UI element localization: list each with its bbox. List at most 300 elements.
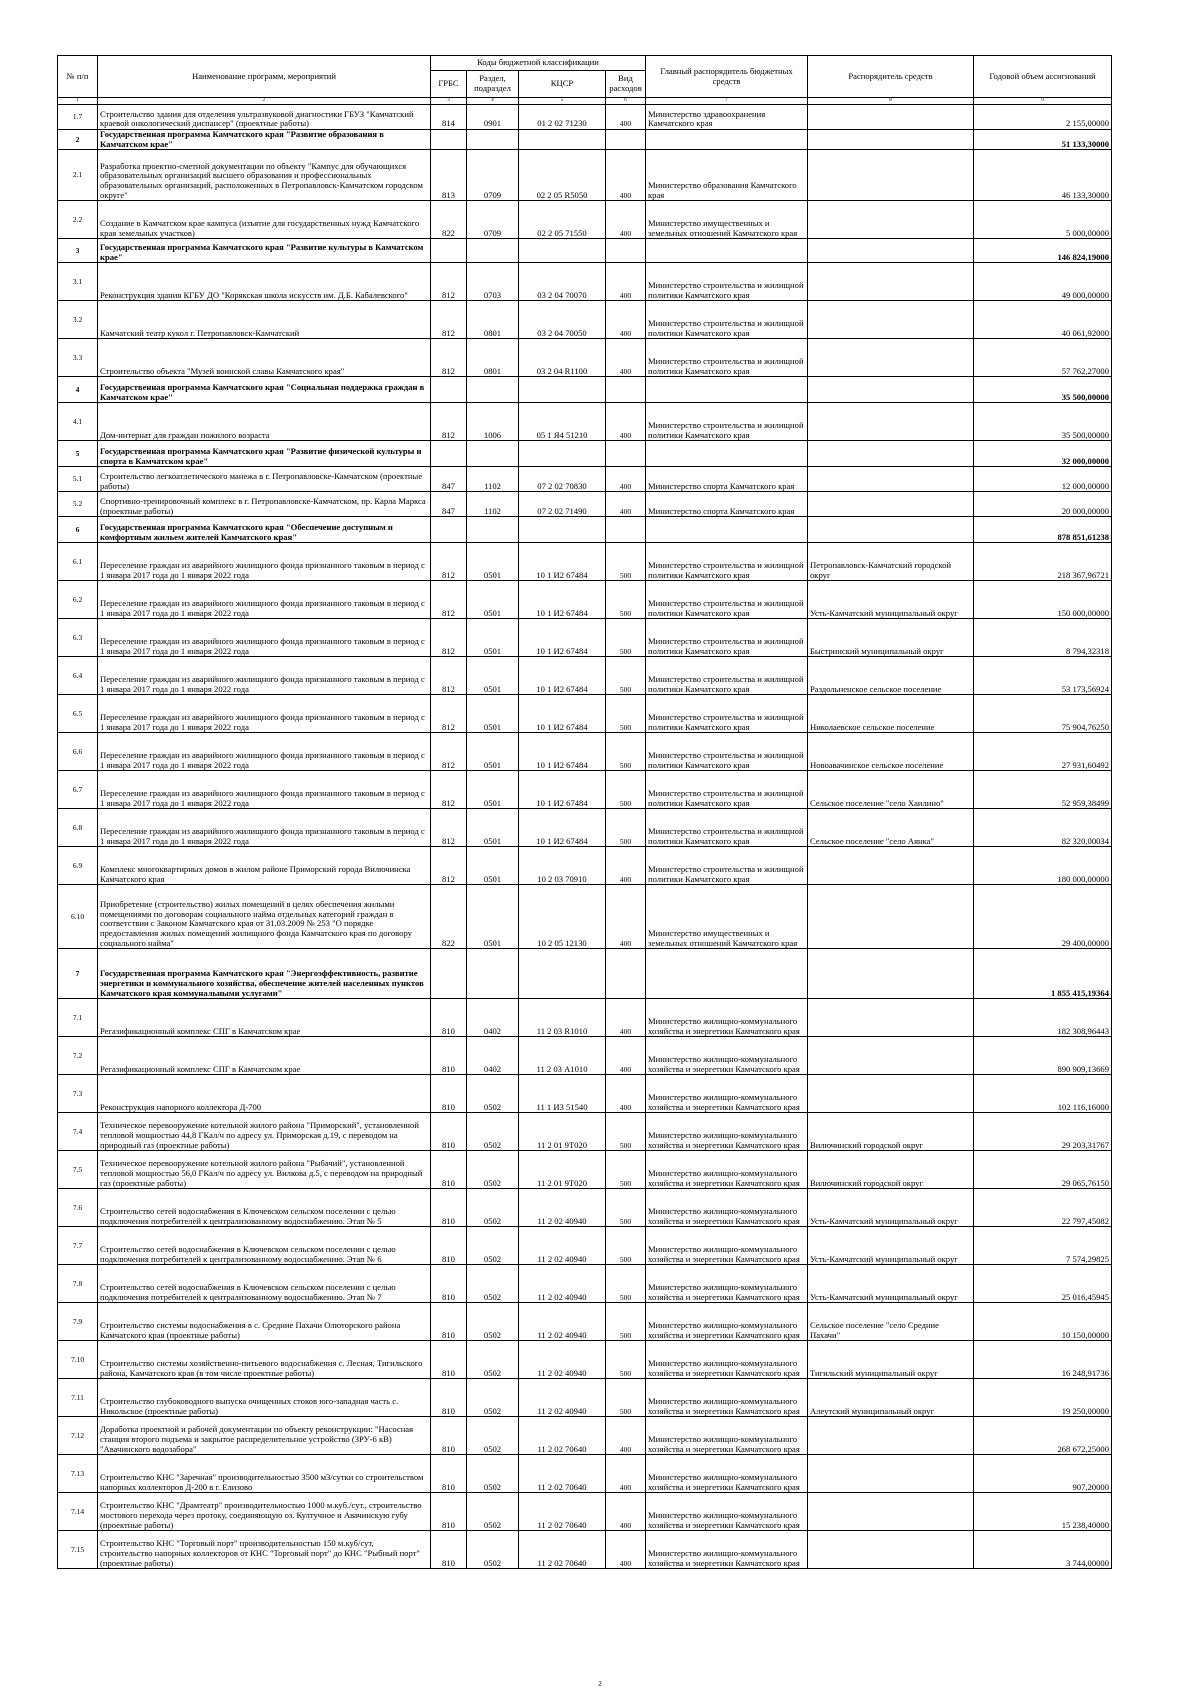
measure-name: Дом-интернат для граждан пожилого возраста: [98, 403, 431, 441]
manager-cell: Усть-Камчатский муниципальный округ: [808, 581, 974, 619]
measure-name: Переселение граждан из аварийного жилищного фонда признанного таковым в период с 1 январа 2017 года до 1 января 2022 года: [98, 809, 431, 847]
column-number: 3: [431, 98, 467, 105]
razdel-cell: 0501: [467, 771, 519, 809]
volume-cell: 53 173,56924: [974, 657, 1112, 695]
table-row: [58, 492, 1112, 517]
volume-cell: 35 500,00000: [974, 403, 1112, 441]
measure-name: Спортивно-тренировочный комплекс в г. Петропавловске-Камчатском, пр. Карла Маркса (проектные работы): [98, 492, 431, 517]
kcsr-cell: 11 1 И3 51540: [519, 1075, 606, 1113]
main-manager-cell: [646, 130, 808, 150]
manager-cell: Усть-Камчатский муниципальный округ: [808, 1227, 974, 1265]
volume-cell: 180 000,00000: [974, 847, 1112, 885]
razdel-cell: 0501: [467, 733, 519, 771]
grbs-cell: 812: [431, 771, 467, 809]
vid-cell: 500: [606, 581, 646, 619]
razdel-cell: 0502: [467, 1455, 519, 1493]
program-row: [58, 239, 1112, 263]
manager-cell: [808, 1075, 974, 1113]
program-name: Государственная программа Камчатского края "Развитие образования в Камчатском крае": [98, 130, 431, 150]
row-number: 6.8: [58, 809, 98, 847]
kcsr-cell: 01 2 02 71230: [519, 105, 606, 130]
manager-cell: [808, 239, 974, 263]
razdel-cell: 0502: [467, 1379, 519, 1417]
grbs-cell: 812: [431, 847, 467, 885]
vid-cell: [606, 441, 646, 467]
vid-cell: 500: [606, 1227, 646, 1265]
manager-cell: [808, 441, 974, 467]
vid-cell: 500: [606, 1265, 646, 1303]
program-row: [58, 441, 1112, 467]
measure-name: Строительство легкоатлетического манежа в г. Петропавловске-Камчатском (проектные работы): [98, 467, 431, 492]
grbs-cell: [431, 949, 467, 999]
volume-cell: 1 855 415,19364: [974, 949, 1112, 999]
table-row: [58, 1417, 1112, 1455]
manager-cell: [808, 517, 974, 543]
row-number: 2.1: [58, 150, 98, 201]
vid-cell: [606, 377, 646, 403]
main-manager-cell: Министерство спорта Камчатского края: [646, 492, 808, 517]
volume-cell: 29 203,31767: [974, 1113, 1112, 1151]
row-number: 7.4: [58, 1113, 98, 1151]
volume-cell: 15 238,40000: [974, 1493, 1112, 1531]
volume-cell: 8 794,32318: [974, 619, 1112, 657]
volume-cell: 7 574,29825: [974, 1227, 1112, 1265]
volume-cell: 907,20000: [974, 1455, 1112, 1493]
razdel-cell: 0501: [467, 885, 519, 949]
measure-name: Создание в Камчатском крае кампуса (изъятие для государственных нужд Камчатского края земельных участков): [98, 201, 431, 239]
grbs-cell: 847: [431, 467, 467, 492]
table-row: [58, 695, 1112, 733]
razdel-cell: 0501: [467, 657, 519, 695]
manager-cell: Сельское поселение "село Аянка": [808, 809, 974, 847]
volume-cell: 35 500,00000: [974, 377, 1112, 403]
razdel-cell: 0502: [467, 1151, 519, 1189]
grbs-cell: 810: [431, 1075, 467, 1113]
column-number: 5: [519, 98, 606, 105]
main-manager-cell: Министерство жилищно-коммунального хозяйства и энергетики Камчатского края: [646, 1189, 808, 1227]
main-manager-cell: Министерство строительства и жилищной политики Камчатского края: [646, 657, 808, 695]
grbs-cell: 812: [431, 619, 467, 657]
measure-name: Строительство сетей водоснабжения в Ключевском сельском поселении с целью подключения потребителей к централизованному водоснабжению. Этап № 7: [98, 1265, 431, 1303]
manager-cell: [808, 949, 974, 999]
volume-cell: 890 909,13669: [974, 1037, 1112, 1075]
grbs-cell: [431, 517, 467, 543]
main-manager-cell: Министерство строительства и жилищной политики Камчатского края: [646, 263, 808, 301]
razdel-cell: 1006: [467, 403, 519, 441]
header-codes: Коды бюджетной классификации: [431, 56, 646, 71]
kcsr-cell: [519, 239, 606, 263]
vid-cell: 400: [606, 150, 646, 201]
razdel-cell: [467, 441, 519, 467]
header-kcsr: КЦСР: [519, 71, 606, 98]
table-row: [58, 1151, 1112, 1189]
header-name: Наименование программ, мероприятий: [98, 56, 431, 98]
main-manager-cell: Министерство строительства и жилищной политики Камчатского края: [646, 301, 808, 339]
grbs-cell: 810: [431, 1303, 467, 1341]
grbs-cell: 810: [431, 1037, 467, 1075]
vid-cell: [606, 949, 646, 999]
main-manager-cell: Министерство строительства и жилищной политики Камчатского края: [646, 543, 808, 581]
program-row: [58, 949, 1112, 999]
grbs-cell: 812: [431, 263, 467, 301]
volume-cell: 75 904,76250: [974, 695, 1112, 733]
measure-name: Строительство КНС "Драмтеатр" производительностью 1000 м.куб./сут., строительство мостового перехода через протоку, соединяющую оз. Култучное и Авачинскую губу (проектные работы): [98, 1493, 431, 1531]
kcsr-cell: 11 2 02 40940: [519, 1265, 606, 1303]
manager-cell: [808, 105, 974, 130]
volume-cell: 2 155,00000: [974, 105, 1112, 130]
volume-cell: 102 116,16000: [974, 1075, 1112, 1113]
kcsr-cell: 11 2 03 А1010: [519, 1037, 606, 1075]
manager-cell: Петропавловск-Камчатский городской округ: [808, 543, 974, 581]
volume-cell: 10 150,00000: [974, 1303, 1112, 1341]
program-name: Государственная программа Камчатского края "Социальная поддержка граждан в Камчатском крае": [98, 377, 431, 403]
razdel-cell: 1102: [467, 467, 519, 492]
row-number: 7.3: [58, 1075, 98, 1113]
vid-cell: 500: [606, 771, 646, 809]
grbs-cell: [431, 239, 467, 263]
program-row: [58, 130, 1112, 150]
grbs-cell: 812: [431, 543, 467, 581]
volume-cell: 16 248,91736: [974, 1341, 1112, 1379]
manager-cell: Раздольненское сельское поселение: [808, 657, 974, 695]
program-row: [58, 377, 1112, 403]
kcsr-cell: 11 2 02 70640: [519, 1493, 606, 1531]
kcsr-cell: [519, 949, 606, 999]
manager-cell: [808, 885, 974, 949]
vid-cell: 500: [606, 695, 646, 733]
table-row: [58, 1037, 1112, 1075]
kcsr-cell: 11 2 02 40940: [519, 1303, 606, 1341]
grbs-cell: 810: [431, 1189, 467, 1227]
kcsr-cell: 07 2 02 71490: [519, 492, 606, 517]
grbs-cell: [431, 441, 467, 467]
row-number: 5.2: [58, 492, 98, 517]
table-row: [58, 339, 1112, 377]
vid-cell: 500: [606, 1189, 646, 1227]
manager-cell: Новоавачинское сельское поселение: [808, 733, 974, 771]
volume-cell: 20 000,00000: [974, 492, 1112, 517]
table-row: [58, 809, 1112, 847]
measure-name: Переселение граждан из аварийного жилищного фонда признанного таковым в период с 1 январа 2017 года до 1 января 2022 года: [98, 619, 431, 657]
volume-cell: 878 851,61238: [974, 517, 1112, 543]
razdel-cell: 0502: [467, 1265, 519, 1303]
vid-cell: 500: [606, 619, 646, 657]
kcsr-cell: [519, 517, 606, 543]
manager-cell: Вилючинский городской округ: [808, 1151, 974, 1189]
manager-cell: Тигильский муниципальный округ: [808, 1341, 974, 1379]
volume-cell: 146 824,19000: [974, 239, 1112, 263]
grbs-cell: 810: [431, 1151, 467, 1189]
manager-cell: [808, 403, 974, 441]
measure-name: Камчатский театр кукол г. Петропавловск-Камчатский: [98, 301, 431, 339]
kcsr-cell: 11 2 01 9Т020: [519, 1151, 606, 1189]
grbs-cell: 810: [431, 1493, 467, 1531]
vid-cell: 400: [606, 847, 646, 885]
table-row: [58, 1455, 1112, 1493]
volume-cell: 40 061,92000: [974, 301, 1112, 339]
row-number: 7.7: [58, 1227, 98, 1265]
razdel-cell: 0901: [467, 105, 519, 130]
table-row: [58, 885, 1112, 949]
volume-cell: 218 367,96721: [974, 543, 1112, 581]
razdel-cell: 0703: [467, 263, 519, 301]
volume-cell: 49 000,00000: [974, 263, 1112, 301]
measure-name: Переселение граждан из аварийного жилищного фонда признанного таковым в период с 1 январа 2017 года до 1 января 2022 года: [98, 771, 431, 809]
row-number: 6.1: [58, 543, 98, 581]
manager-cell: [808, 1455, 974, 1493]
table-row: [58, 847, 1112, 885]
kcsr-cell: 03 2 04 70070: [519, 263, 606, 301]
row-number: 3.3: [58, 339, 98, 377]
vid-cell: 500: [606, 1151, 646, 1189]
grbs-cell: 822: [431, 885, 467, 949]
measure-name: Строительство глубоководного выпуска очищенных стоков юго-западная часть с. Никольское (проектные работы): [98, 1379, 431, 1417]
table-row: [58, 771, 1112, 809]
grbs-cell: 810: [431, 1417, 467, 1455]
manager-cell: Вилючинский городской округ: [808, 1113, 974, 1151]
razdel-cell: 0801: [467, 339, 519, 377]
manager-cell: [808, 847, 974, 885]
program-name: Государственная программа Камчатского края "Обеспечение доступным и комфортным жильем жителей Камчатского края": [98, 517, 431, 543]
volume-cell: 82 320,00034: [974, 809, 1112, 847]
main-manager-cell: [646, 949, 808, 999]
volume-cell: 12 000,00000: [974, 467, 1112, 492]
manager-cell: [808, 1417, 974, 1455]
column-number: 1: [58, 98, 98, 105]
main-manager-cell: [646, 441, 808, 467]
manager-cell: [808, 263, 974, 301]
main-manager-cell: Министерство жилищно-коммунального хозяйства и энергетики Камчатского края: [646, 999, 808, 1037]
manager-cell: Николаевское сельское поселение: [808, 695, 974, 733]
kcsr-cell: 03 2 04 70050: [519, 301, 606, 339]
measure-name: Строительство КНС "Торговый порт" производительностью 150 м.куб/сут, строительство напорных коллекторов от КНС "Торговый порт" до КНС "Рыбный порт" (проектные работы): [98, 1531, 431, 1569]
volume-cell: 268 672,25000: [974, 1417, 1112, 1455]
manager-cell: [808, 339, 974, 377]
volume-cell: 22 797,45082: [974, 1189, 1112, 1227]
volume-cell: 46 133,30000: [974, 150, 1112, 201]
manager-cell: [808, 301, 974, 339]
razdel-cell: 0502: [467, 1075, 519, 1113]
column-number: 6: [606, 98, 646, 105]
razdel-cell: 0402: [467, 1037, 519, 1075]
measure-name: Переселение граждан из аварийного жилищного фонда признанного таковым в период с 1 январа 2017 года до 1 января 2022 года: [98, 733, 431, 771]
row-number: 3.2: [58, 301, 98, 339]
main-manager-cell: Министерство жилищно-коммунального хозяйства и энергетики Камчатского края: [646, 1265, 808, 1303]
grbs-cell: 812: [431, 581, 467, 619]
measure-name: Строительство здания для отделения ультразвуковой диагностики ГБУЗ "Камчатский краевой онкологический диспансер" (проектные работы): [98, 105, 431, 130]
header-vid: Вид расходов: [606, 71, 646, 98]
row-number: 6.6: [58, 733, 98, 771]
vid-cell: 500: [606, 1113, 646, 1151]
grbs-cell: 810: [431, 1531, 467, 1569]
table-row: [58, 543, 1112, 581]
volume-cell: 57 762,27000: [974, 339, 1112, 377]
vid-cell: 500: [606, 657, 646, 695]
kcsr-cell: [519, 130, 606, 150]
main-manager-cell: Министерство образования Камчатского края: [646, 150, 808, 201]
column-numbers-row: [58, 98, 1112, 105]
main-manager-cell: Министерство строительства и жилищной политики Камчатского края: [646, 581, 808, 619]
measure-name: Разработка проектно-сметной документации по объекту "Кампус для обучающихся образовательных организаций высшего образования и профессиональных образовательных организаций, расположенных в Петропавловск-Камчатском городском округе": [98, 150, 431, 201]
row-number: 7.14: [58, 1493, 98, 1531]
row-number: 2: [58, 130, 98, 150]
kcsr-cell: 11 2 02 70640: [519, 1417, 606, 1455]
manager-cell: [808, 150, 974, 201]
column-number: 8: [808, 98, 974, 105]
grbs-cell: 810: [431, 1379, 467, 1417]
vid-cell: [606, 130, 646, 150]
table-row: [58, 1379, 1112, 1417]
program-name: Государственная программа Камчатского края "Энергоэффективность, развитие энергетики и коммунального хозяйства, обеспечение жителей населенных пунктов Камчатского края коммунальными услугами": [98, 949, 431, 999]
razdel-cell: 0502: [467, 1417, 519, 1455]
measure-name: Строительство объекта "Музей воинской славы Камчатского края": [98, 339, 431, 377]
kcsr-cell: 11 2 03 R1010: [519, 999, 606, 1037]
kcsr-cell: 10 1 И2 67484: [519, 733, 606, 771]
vid-cell: 400: [606, 1455, 646, 1493]
razdel-cell: 0502: [467, 1189, 519, 1227]
measure-name: Техническое перевооружение котельной жилого района "Рыбачий", установленной тепловой мощностью 56,0 ГКал/ч по адресу ул. Вилкова д.5, с переводом на природный газ (проектные работы): [98, 1151, 431, 1189]
row-number: 1.7: [58, 105, 98, 130]
row-number: 7.15: [58, 1531, 98, 1569]
razdel-cell: 0501: [467, 847, 519, 885]
vid-cell: 400: [606, 263, 646, 301]
measure-name: Строительство КНС "Заречная" производительностью 3500 м3/сутки со строительством напорных коллекторов Д-200 в г. Елизово: [98, 1455, 431, 1493]
row-number: 7.9: [58, 1303, 98, 1341]
table-body: [58, 105, 1112, 1569]
razdel-cell: [467, 377, 519, 403]
razdel-cell: 0502: [467, 1303, 519, 1341]
main-manager-cell: Министерство строительства и жилищной политики Камчатского края: [646, 339, 808, 377]
kcsr-cell: 10 2 05 12130: [519, 885, 606, 949]
manager-cell: [808, 1037, 974, 1075]
razdel-cell: 0502: [467, 1113, 519, 1151]
grbs-cell: 810: [431, 1227, 467, 1265]
kcsr-cell: 10 1 И2 67484: [519, 657, 606, 695]
razdel-cell: [467, 949, 519, 999]
razdel-cell: 0402: [467, 999, 519, 1037]
grbs-cell: 822: [431, 201, 467, 239]
row-number: 3.1: [58, 263, 98, 301]
kcsr-cell: 10 1 И2 67484: [519, 543, 606, 581]
volume-cell: 150 000,00000: [974, 581, 1112, 619]
grbs-cell: 812: [431, 657, 467, 695]
table-row: [58, 467, 1112, 492]
vid-cell: 500: [606, 543, 646, 581]
razdel-cell: 0709: [467, 150, 519, 201]
vid-cell: [606, 517, 646, 543]
header-main-manager: Главный распорядитель бюджетных средств: [646, 56, 808, 98]
manager-cell: [808, 201, 974, 239]
grbs-cell: 810: [431, 1455, 467, 1493]
row-number: 7.6: [58, 1189, 98, 1227]
kcsr-cell: 11 2 02 70640: [519, 1455, 606, 1493]
row-number: 6.7: [58, 771, 98, 809]
razdel-cell: 0501: [467, 543, 519, 581]
grbs-cell: 847: [431, 492, 467, 517]
main-manager-cell: Министерство строительства и жилищной политики Камчатского края: [646, 809, 808, 847]
row-number: 6.2: [58, 581, 98, 619]
volume-cell: 51 133,30000: [974, 130, 1112, 150]
main-manager-cell: Министерство имущественных и земельных отношений Камчатского края: [646, 885, 808, 949]
vid-cell: 400: [606, 105, 646, 130]
vid-cell: 400: [606, 403, 646, 441]
main-manager-cell: Министерство жилищно-коммунального хозяйства и энергетики Камчатского края: [646, 1455, 808, 1493]
vid-cell: 400: [606, 1417, 646, 1455]
manager-cell: [808, 1493, 974, 1531]
table-row: [58, 1265, 1112, 1303]
program-name: Государственная программа Камчатского края "Развитие культуры в Камчатском крае": [98, 239, 431, 263]
row-number: 7.11: [58, 1379, 98, 1417]
row-number: 6.5: [58, 695, 98, 733]
main-manager-cell: Министерство строительства и жилищной политики Камчатского края: [646, 771, 808, 809]
manager-cell: Сельское поселение "село Средние Пахачи": [808, 1303, 974, 1341]
manager-cell: Алеутский муниципальный округ: [808, 1379, 974, 1417]
vid-cell: 400: [606, 492, 646, 517]
main-manager-cell: Министерство жилищно-коммунального хозяйства и энергетики Камчатского края: [646, 1227, 808, 1265]
manager-cell: [808, 1531, 974, 1569]
main-manager-cell: [646, 239, 808, 263]
kcsr-cell: 07 2 02 70830: [519, 467, 606, 492]
vid-cell: 500: [606, 733, 646, 771]
measure-name: Строительство системы хозяйственно-питьевого водоснабжения с. Лесная, Тигильского района, Камчатского края (в том числе проектные работы): [98, 1341, 431, 1379]
kcsr-cell: 11 2 02 40940: [519, 1189, 606, 1227]
main-manager-cell: Министерство имущественных и земельных отношений Камчатского края: [646, 201, 808, 239]
kcsr-cell: 03 2 04 R1100: [519, 339, 606, 377]
razdel-cell: 0801: [467, 301, 519, 339]
main-manager-cell: [646, 377, 808, 403]
kcsr-cell: 10 1 И2 67484: [519, 695, 606, 733]
row-number: 5.1: [58, 467, 98, 492]
main-manager-cell: Министерство строительства и жилищной политики Камчатского края: [646, 619, 808, 657]
kcsr-cell: 02 2 05 R5050: [519, 150, 606, 201]
kcsr-cell: 11 2 02 70640: [519, 1531, 606, 1569]
column-number: 4: [467, 98, 519, 105]
measure-name: Регазификационный комплекс СПГ в Камчатском крае: [98, 1037, 431, 1075]
main-manager-cell: Министерство жилищно-коммунального хозяйства и энергетики Камчатского края: [646, 1341, 808, 1379]
kcsr-cell: 11 2 02 40940: [519, 1227, 606, 1265]
main-manager-cell: Министерство жилищно-коммунального хозяйства и энергетики Камчатского края: [646, 1113, 808, 1151]
header-manager: Распорядитель средств: [808, 56, 974, 98]
main-manager-cell: Министерство жилищно-коммунального хозяйства и энергетики Камчатского края: [646, 1417, 808, 1455]
grbs-cell: 812: [431, 339, 467, 377]
razdel-cell: 0501: [467, 581, 519, 619]
page-number: 2: [598, 1680, 602, 1688]
volume-cell: 27 931,60492: [974, 733, 1112, 771]
grbs-cell: 810: [431, 1265, 467, 1303]
vid-cell: 500: [606, 809, 646, 847]
razdel-cell: 1102: [467, 492, 519, 517]
table-row: [58, 1531, 1112, 1569]
table-row: [58, 581, 1112, 619]
main-manager-cell: Министерство жилищно-коммунального хозяйства и энергетики Камчатского края: [646, 1151, 808, 1189]
grbs-cell: 810: [431, 999, 467, 1037]
razdel-cell: 0502: [467, 1531, 519, 1569]
manager-cell: Усть-Камчатский муниципальный округ: [808, 1189, 974, 1227]
volume-cell: 5 000,00000: [974, 201, 1112, 239]
row-number: 7.5: [58, 1151, 98, 1189]
program-row: [58, 517, 1112, 543]
table-row: [58, 657, 1112, 695]
column-number: 2: [98, 98, 431, 105]
measure-name: Реконструкция здания КГБУ ДО "Корякская школа искусств им. Д.Б. Кабалевского": [98, 263, 431, 301]
vid-cell: 400: [606, 1531, 646, 1569]
razdel-cell: 0502: [467, 1227, 519, 1265]
measure-name: Доработка проектной и рабочей документации по объекту реконструкции: "Насосная станция второго подъема и закрытое распределительное устройство (ЗРУ-6 кВ) "Авачинского водозабора": [98, 1417, 431, 1455]
grbs-cell: 812: [431, 301, 467, 339]
grbs-cell: 810: [431, 1341, 467, 1379]
row-number: 6.10: [58, 885, 98, 949]
header-razdel: Раздел, подраздел: [467, 71, 519, 98]
